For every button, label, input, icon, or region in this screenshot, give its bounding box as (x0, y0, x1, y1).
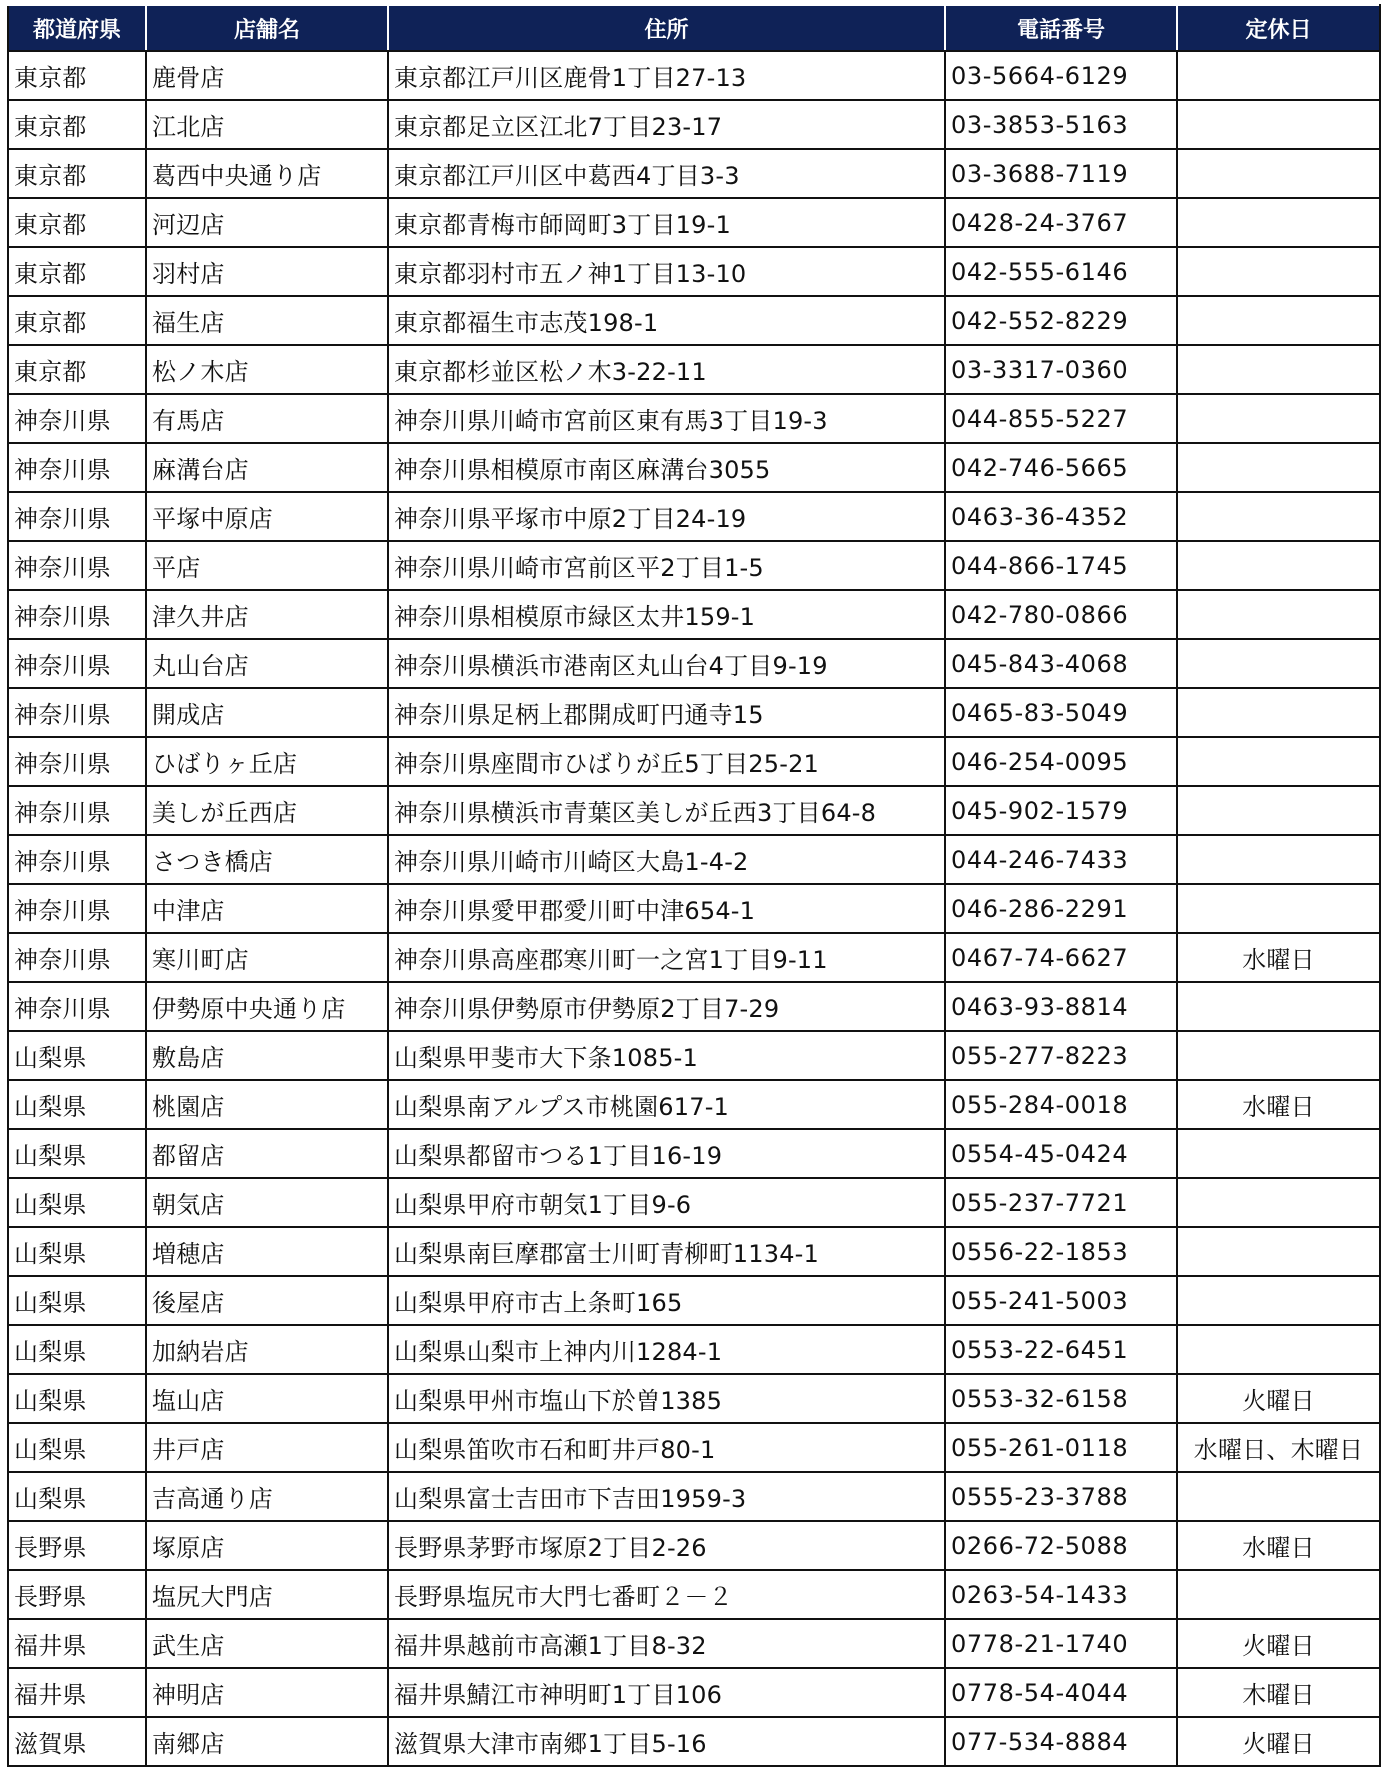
table-row (8, 345, 1380, 394)
cell-address: 山梨県甲州市塩山下於曽1385 (388, 1374, 945, 1423)
table-row (8, 737, 1380, 786)
cell-phone: 0465-83-5049 (945, 688, 1177, 737)
table-row (8, 1080, 1380, 1129)
cell-holiday (1177, 443, 1380, 492)
cell-phone: 03-3317-0360 (945, 345, 1177, 394)
cell-holiday (1177, 296, 1380, 345)
cell-store-name: 江北店 (146, 100, 388, 149)
cell-prefecture: 東京都 (8, 51, 146, 100)
cell-holiday (1177, 1129, 1380, 1178)
cell-address: 山梨県甲斐市大下条1085-1 (388, 1031, 945, 1080)
cell-holiday (1177, 541, 1380, 590)
cell-address: 山梨県南巨摩郡富士川町青柳町1134-1 (388, 1227, 945, 1276)
cell-phone: 0467-74-6627 (945, 933, 1177, 982)
cell-holiday (1177, 835, 1380, 884)
cell-prefecture: 神奈川県 (8, 639, 146, 688)
cell-address: 福井県鯖江市神明町1丁目106 (388, 1668, 945, 1717)
table-row (8, 590, 1380, 639)
cell-address: 神奈川県川崎市宮前区平2丁目1-5 (388, 541, 945, 590)
cell-store-name: 平塚中原店 (146, 492, 388, 541)
cell-store-name: 吉高通り店 (146, 1472, 388, 1521)
cell-prefecture: 神奈川県 (8, 492, 146, 541)
cell-store-name: 開成店 (146, 688, 388, 737)
cell-address: 滋賀県大津市南郷1丁目5-16 (388, 1717, 945, 1766)
cell-holiday (1177, 1227, 1380, 1276)
cell-holiday (1177, 639, 1380, 688)
table-body (8, 51, 1380, 1766)
table-row (8, 296, 1380, 345)
table-row (8, 1423, 1380, 1472)
cell-store-name: 丸山台店 (146, 639, 388, 688)
cell-address: 神奈川県川崎市川崎区大島1-4-2 (388, 835, 945, 884)
cell-holiday (1177, 884, 1380, 933)
cell-address: 東京都足立区江北7丁目23-17 (388, 100, 945, 149)
cell-address: 東京都江戸川区中葛西4丁目3-3 (388, 149, 945, 198)
cell-store-name: 塩尻大門店 (146, 1570, 388, 1619)
cell-prefecture: 神奈川県 (8, 786, 146, 835)
table-row (8, 1031, 1380, 1080)
cell-phone: 045-843-4068 (945, 639, 1177, 688)
cell-prefecture: 東京都 (8, 296, 146, 345)
cell-address: 神奈川県愛甲郡愛川町中津654-1 (388, 884, 945, 933)
table-row (8, 1178, 1380, 1227)
cell-store-name: ひばりヶ丘店 (146, 737, 388, 786)
table-row (8, 933, 1380, 982)
table-row (8, 1521, 1380, 1570)
cell-prefecture: 神奈川県 (8, 835, 146, 884)
cell-prefecture: 山梨県 (8, 1129, 146, 1178)
cell-store-name: 津久井店 (146, 590, 388, 639)
cell-address: 長野県塩尻市大門七番町２－２ (388, 1570, 945, 1619)
cell-prefecture: 東京都 (8, 247, 146, 296)
cell-address: 山梨県富士吉田市下吉田1959-3 (388, 1472, 945, 1521)
cell-holiday: 木曜日 (1177, 1668, 1380, 1717)
table-header-row (8, 5, 1380, 51)
cell-prefecture: 山梨県 (8, 1472, 146, 1521)
cell-address: 神奈川県座間市ひばりが丘5丁目25-21 (388, 737, 945, 786)
cell-phone: 055-237-7721 (945, 1178, 1177, 1227)
cell-address: 神奈川県足柄上郡開成町円通寺15 (388, 688, 945, 737)
cell-prefecture: 山梨県 (8, 1423, 146, 1472)
cell-store-name: 中津店 (146, 884, 388, 933)
cell-address: 神奈川県横浜市青葉区美しが丘西3丁目64-8 (388, 786, 945, 835)
cell-holiday (1177, 737, 1380, 786)
table-row (8, 394, 1380, 443)
table-row (8, 1668, 1380, 1717)
cell-store-name: 後屋店 (146, 1276, 388, 1325)
cell-phone: 0428-24-3767 (945, 198, 1177, 247)
table-row (8, 149, 1380, 198)
cell-holiday (1177, 1325, 1380, 1374)
cell-address: 神奈川県高座郡寒川町一之宮1丁目9-11 (388, 933, 945, 982)
cell-store-name: 鹿骨店 (146, 51, 388, 100)
cell-store-name: 井戸店 (146, 1423, 388, 1472)
cell-phone: 042-780-0866 (945, 590, 1177, 639)
cell-prefecture: 神奈川県 (8, 884, 146, 933)
cell-holiday (1177, 1570, 1380, 1619)
cell-store-name: 南郷店 (146, 1717, 388, 1766)
cell-store-name: 都留店 (146, 1129, 388, 1178)
cell-prefecture: 山梨県 (8, 1325, 146, 1374)
cell-prefecture: 神奈川県 (8, 982, 146, 1031)
cell-store-name: 平店 (146, 541, 388, 590)
cell-address: 福井県越前市高瀬1丁目8-32 (388, 1619, 945, 1668)
cell-phone: 0778-54-4044 (945, 1668, 1177, 1717)
cell-address: 長野県茅野市塚原2丁目2-26 (388, 1521, 945, 1570)
cell-prefecture: 滋賀県 (8, 1717, 146, 1766)
cell-store-name: 河辺店 (146, 198, 388, 247)
cell-phone: 044-246-7433 (945, 835, 1177, 884)
table-row (8, 1227, 1380, 1276)
cell-holiday (1177, 786, 1380, 835)
cell-store-name: 有馬店 (146, 394, 388, 443)
table-row (8, 198, 1380, 247)
cell-store-name: 塚原店 (146, 1521, 388, 1570)
cell-prefecture: 長野県 (8, 1570, 146, 1619)
cell-address: 山梨県甲府市朝気1丁目9-6 (388, 1178, 945, 1227)
table-row (8, 1619, 1380, 1668)
cell-store-name: 塩山店 (146, 1374, 388, 1423)
table-row (8, 982, 1380, 1031)
cell-holiday: 水曜日 (1177, 1521, 1380, 1570)
cell-store-name: 麻溝台店 (146, 443, 388, 492)
table-row (8, 541, 1380, 590)
cell-store-name: 福生店 (146, 296, 388, 345)
cell-prefecture: 福井県 (8, 1619, 146, 1668)
table-row (8, 884, 1380, 933)
header-store-name: 店舗名 (146, 5, 388, 51)
cell-holiday (1177, 247, 1380, 296)
cell-prefecture: 東京都 (8, 100, 146, 149)
cell-address: 神奈川県相模原市南区麻溝台3055 (388, 443, 945, 492)
table-row (8, 247, 1380, 296)
cell-prefecture: 福井県 (8, 1668, 146, 1717)
cell-holiday (1177, 345, 1380, 394)
cell-prefecture: 山梨県 (8, 1276, 146, 1325)
cell-holiday (1177, 100, 1380, 149)
cell-holiday (1177, 1472, 1380, 1521)
table-row (8, 1129, 1380, 1178)
cell-phone: 055-284-0018 (945, 1080, 1177, 1129)
cell-prefecture: 山梨県 (8, 1080, 146, 1129)
table-row (8, 100, 1380, 149)
cell-phone: 055-261-0118 (945, 1423, 1177, 1472)
cell-store-name: 朝気店 (146, 1178, 388, 1227)
cell-holiday: 火曜日 (1177, 1717, 1380, 1766)
cell-phone: 03-3853-5163 (945, 100, 1177, 149)
cell-store-name: 羽村店 (146, 247, 388, 296)
cell-address: 東京都羽村市五ノ神1丁目13-10 (388, 247, 945, 296)
cell-prefecture: 長野県 (8, 1521, 146, 1570)
cell-holiday (1177, 198, 1380, 247)
table-row (8, 1472, 1380, 1521)
cell-store-name: 桃園店 (146, 1080, 388, 1129)
cell-store-name: 伊勢原中央通り店 (146, 982, 388, 1031)
cell-phone: 0778-21-1740 (945, 1619, 1177, 1668)
cell-phone: 0463-93-8814 (945, 982, 1177, 1031)
store-list-table (7, 4, 1381, 1767)
cell-phone: 077-534-8884 (945, 1717, 1177, 1766)
cell-address: 東京都福生市志茂198-1 (388, 296, 945, 345)
cell-holiday (1177, 590, 1380, 639)
cell-phone: 0554-45-0424 (945, 1129, 1177, 1178)
cell-phone: 046-286-2291 (945, 884, 1177, 933)
cell-store-name: 敷島店 (146, 1031, 388, 1080)
cell-prefecture: 東京都 (8, 198, 146, 247)
cell-phone: 045-902-1579 (945, 786, 1177, 835)
cell-phone: 0463-36-4352 (945, 492, 1177, 541)
cell-holiday (1177, 982, 1380, 1031)
cell-prefecture: 神奈川県 (8, 933, 146, 982)
cell-address: 山梨県甲府市古上条町165 (388, 1276, 945, 1325)
cell-address: 神奈川県平塚市中原2丁目24-19 (388, 492, 945, 541)
cell-address: 東京都青梅市師岡町3丁目19-1 (388, 198, 945, 247)
header-holiday: 定休日 (1177, 5, 1380, 51)
table-row (8, 443, 1380, 492)
cell-phone: 03-3688-7119 (945, 149, 1177, 198)
table-row (8, 1276, 1380, 1325)
cell-phone: 0556-22-1853 (945, 1227, 1177, 1276)
cell-prefecture: 神奈川県 (8, 688, 146, 737)
cell-prefecture: 山梨県 (8, 1227, 146, 1276)
table-row (8, 688, 1380, 737)
cell-holiday (1177, 1178, 1380, 1227)
cell-address: 山梨県山梨市上神内川1284-1 (388, 1325, 945, 1374)
table-row (8, 1717, 1380, 1766)
header-address: 住所 (388, 5, 945, 51)
cell-prefecture: 東京都 (8, 345, 146, 394)
cell-phone: 055-277-8223 (945, 1031, 1177, 1080)
cell-store-name: 寒川町店 (146, 933, 388, 982)
cell-holiday (1177, 492, 1380, 541)
cell-phone: 044-855-5227 (945, 394, 1177, 443)
cell-phone: 0266-72-5088 (945, 1521, 1177, 1570)
cell-phone: 0263-54-1433 (945, 1570, 1177, 1619)
cell-phone: 03-5664-6129 (945, 51, 1177, 100)
cell-address: 山梨県南アルプス市桃園617-1 (388, 1080, 945, 1129)
cell-address: 東京都江戸川区鹿骨1丁目27-13 (388, 51, 945, 100)
cell-address: 山梨県笛吹市石和町井戸80-1 (388, 1423, 945, 1472)
cell-store-name: 増穂店 (146, 1227, 388, 1276)
cell-prefecture: 神奈川県 (8, 394, 146, 443)
cell-phone: 042-555-6146 (945, 247, 1177, 296)
cell-address: 山梨県都留市つる1丁目16-19 (388, 1129, 945, 1178)
cell-store-name: 武生店 (146, 1619, 388, 1668)
cell-phone: 055-241-5003 (945, 1276, 1177, 1325)
table-row (8, 1325, 1380, 1374)
cell-prefecture: 山梨県 (8, 1374, 146, 1423)
header-phone: 電話番号 (945, 5, 1177, 51)
cell-prefecture: 神奈川県 (8, 541, 146, 590)
cell-phone: 0553-22-6451 (945, 1325, 1177, 1374)
cell-address: 神奈川県川崎市宮前区東有馬3丁目19-3 (388, 394, 945, 443)
cell-phone: 042-746-5665 (945, 443, 1177, 492)
table-row (8, 51, 1380, 100)
cell-prefecture: 山梨県 (8, 1031, 146, 1080)
cell-holiday (1177, 394, 1380, 443)
cell-address: 東京都杉並区松ノ木3-22-11 (388, 345, 945, 394)
cell-address: 神奈川県相模原市緑区太井159-1 (388, 590, 945, 639)
cell-phone: 0555-23-3788 (945, 1472, 1177, 1521)
cell-phone: 042-552-8229 (945, 296, 1177, 345)
cell-holiday (1177, 51, 1380, 100)
table-row (8, 786, 1380, 835)
table-row (8, 835, 1380, 884)
cell-holiday: 水曜日、木曜日 (1177, 1423, 1380, 1472)
cell-store-name: 松ノ木店 (146, 345, 388, 394)
table-row (8, 492, 1380, 541)
cell-holiday: 火曜日 (1177, 1619, 1380, 1668)
table-row (8, 1570, 1380, 1619)
cell-holiday (1177, 1276, 1380, 1325)
cell-prefecture: 東京都 (8, 149, 146, 198)
cell-holiday: 水曜日 (1177, 1080, 1380, 1129)
cell-prefecture: 神奈川県 (8, 590, 146, 639)
table-row (8, 639, 1380, 688)
cell-phone: 044-866-1745 (945, 541, 1177, 590)
cell-holiday: 火曜日 (1177, 1374, 1380, 1423)
header-prefecture: 都道府県 (8, 5, 146, 51)
cell-holiday (1177, 1031, 1380, 1080)
cell-prefecture: 山梨県 (8, 1178, 146, 1227)
cell-store-name: 美しが丘西店 (146, 786, 388, 835)
cell-phone: 0553-32-6158 (945, 1374, 1177, 1423)
cell-phone: 046-254-0095 (945, 737, 1177, 786)
cell-prefecture: 神奈川県 (8, 737, 146, 786)
cell-holiday: 水曜日 (1177, 933, 1380, 982)
cell-store-name: 神明店 (146, 1668, 388, 1717)
cell-address: 神奈川県伊勢原市伊勢原2丁目7-29 (388, 982, 945, 1031)
table-row (8, 1374, 1380, 1423)
cell-address: 神奈川県横浜市港南区丸山台4丁目9-19 (388, 639, 945, 688)
cell-prefecture: 神奈川県 (8, 443, 146, 492)
cell-holiday (1177, 688, 1380, 737)
cell-store-name: さつき橋店 (146, 835, 388, 884)
cell-store-name: 葛西中央通り店 (146, 149, 388, 198)
cell-store-name: 加納岩店 (146, 1325, 388, 1374)
cell-holiday (1177, 149, 1380, 198)
